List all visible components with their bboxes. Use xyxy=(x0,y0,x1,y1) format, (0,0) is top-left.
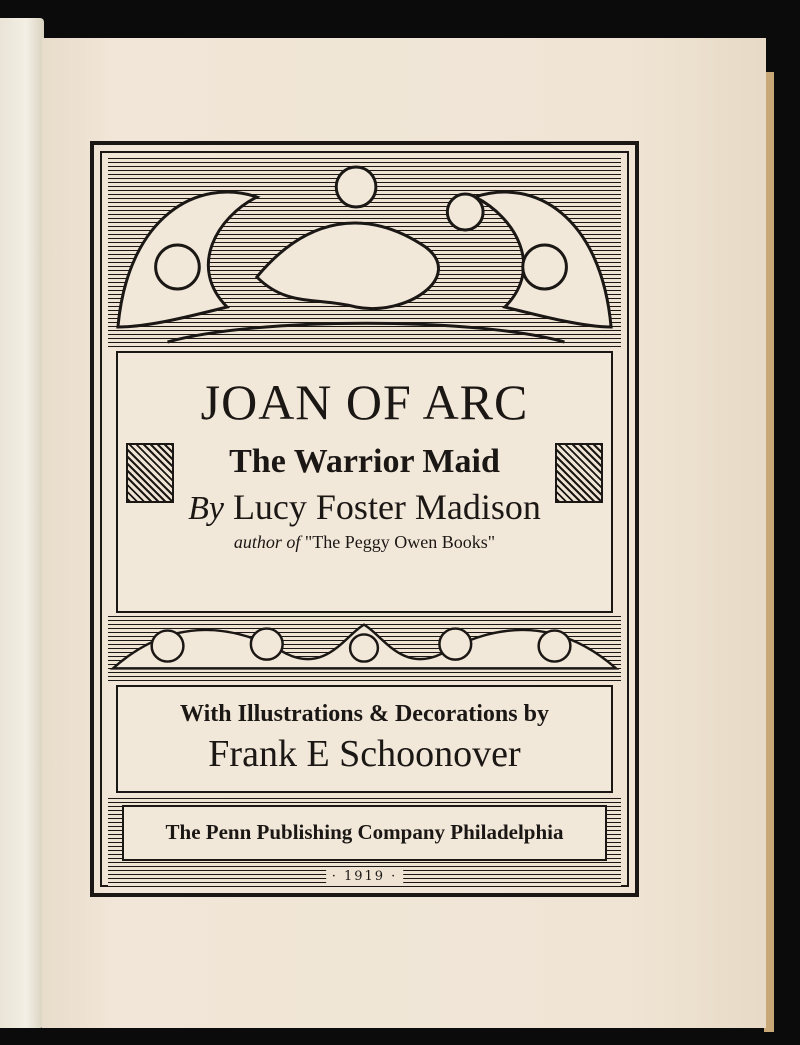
inner-frame xyxy=(100,151,629,887)
author-note xyxy=(118,531,611,553)
author-note-text: "The Peggy Owen Books" xyxy=(304,532,496,552)
book-title: JOAN OF ARC xyxy=(200,374,529,430)
author-name: Lucy Foster Madison xyxy=(232,487,541,527)
author-line xyxy=(118,485,611,531)
crusader-vignette-icon xyxy=(555,443,603,503)
top-floral-ornament xyxy=(108,157,621,347)
illustrator-name: Frank E Schoonover xyxy=(208,733,521,775)
author-note-prefix: author of xyxy=(233,532,301,552)
author-prefix: By xyxy=(188,490,224,527)
title-frame xyxy=(90,141,639,897)
title-box xyxy=(116,351,613,613)
knight-vignette-icon xyxy=(126,443,174,503)
book-subtitle: The Warrior Maid xyxy=(229,443,500,480)
publisher: The Penn Publishing Company Philadelphia xyxy=(165,820,564,844)
publisher-band xyxy=(108,795,621,887)
floral-scroll-icon xyxy=(108,157,621,347)
illustrator-box xyxy=(116,685,613,793)
publisher-box xyxy=(122,805,607,861)
facing-page xyxy=(0,18,44,1028)
floral-band-icon xyxy=(108,615,621,681)
illustrations-credit: With Illustrations & Decorations by xyxy=(180,701,549,727)
middle-floral-ornament xyxy=(108,615,621,681)
publication-year: · 1919 · xyxy=(326,869,404,885)
